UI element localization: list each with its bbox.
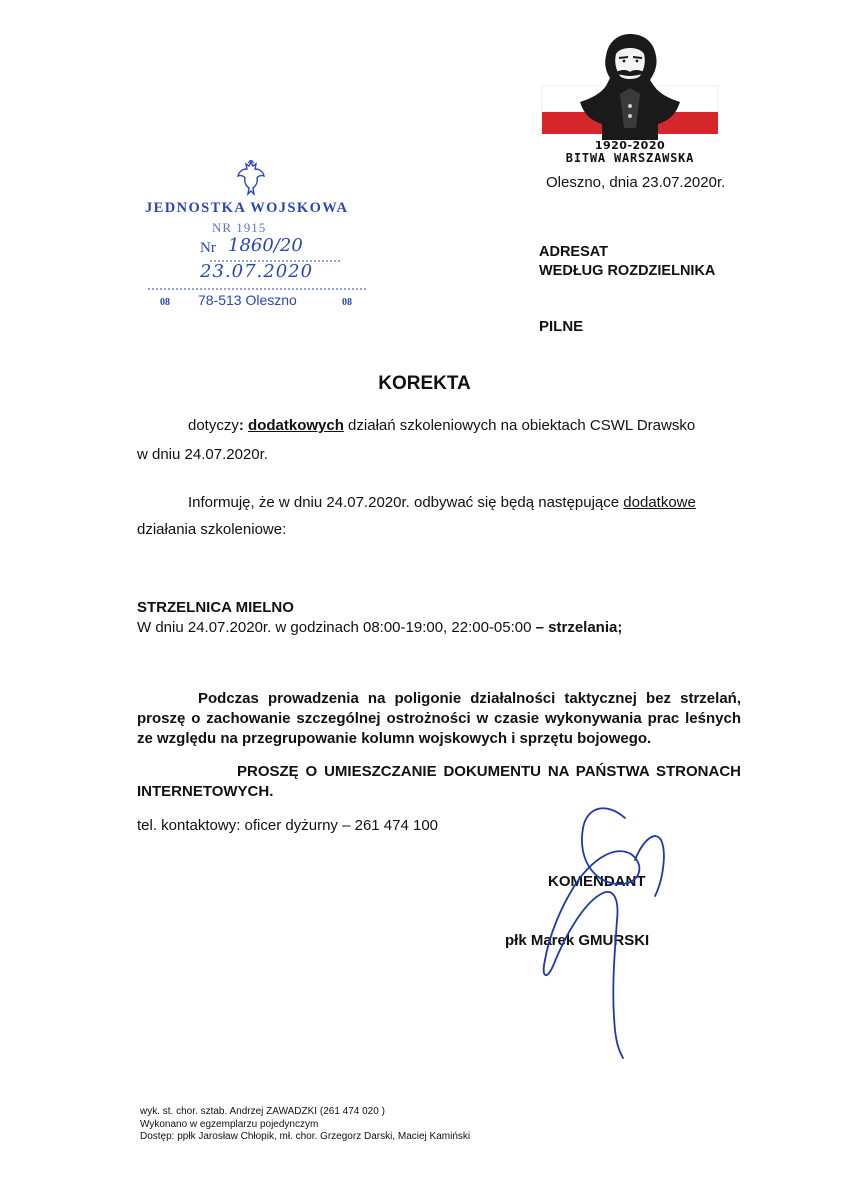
range-hours: W dniu 24.07.2020r. w godzinach 08:00-19:00, 22:00-05:00 bbox=[137, 619, 532, 636]
subject-prefix: dotyczy bbox=[188, 417, 239, 434]
stamp-handwritten-number: 1860/20 bbox=[228, 235, 303, 256]
addressee bbox=[539, 243, 715, 281]
info-text: Informuję, że w dniu 24.07.2020r. odbywać się będą następujące bbox=[188, 494, 624, 511]
logo-years: 1920-2020 bbox=[594, 139, 666, 152]
stamp-code-left: 08 bbox=[160, 297, 170, 308]
subject-emphasis: dodatkowych bbox=[248, 417, 344, 434]
addressee-line-2: WEDŁUG ROZDZIELNIKA bbox=[539, 263, 716, 279]
subject-rest: działań szkoleniowych na obiektach CSWL Drawsko bbox=[343, 417, 696, 434]
info-line-2: działania szkoleniowe: bbox=[137, 521, 287, 538]
signatory-role: KOMENDANT bbox=[548, 873, 646, 890]
stamp-number-label: Nr bbox=[200, 240, 216, 256]
footer-copies: Wykonano w egzemplarzu pojedynczym bbox=[140, 1118, 319, 1130]
registry-stamp bbox=[140, 158, 380, 318]
signatory-name: płk Marek GMURSKI bbox=[505, 932, 650, 949]
range-dash: – bbox=[531, 619, 549, 636]
stamp-code-right: 08 bbox=[342, 297, 352, 308]
portrait-flag-emblem bbox=[540, 28, 720, 140]
subject-line bbox=[188, 417, 695, 434]
urgency-label: PILNE bbox=[539, 318, 584, 335]
footer-prepared-by: wyk. st. chor. sztab. Andrzej ZAWADZKI (261 474 020 ) bbox=[140, 1106, 385, 1117]
info-line-1 bbox=[188, 494, 696, 511]
publication-request: PROSZĘ O UMIESZCZANIE DOKUMENTU NA PAŃSTWA STRONACH INTERNETOWYCH. bbox=[137, 763, 741, 800]
stamp-postal-address: 78-513 Oleszno bbox=[198, 292, 297, 308]
place-date: Oleszno, dnia 23.07.2020r. bbox=[546, 174, 726, 191]
addressee-line-1: ADRESAT bbox=[539, 244, 609, 260]
range-detail bbox=[137, 619, 622, 636]
subject-colon: : bbox=[238, 417, 249, 434]
range-activity: strzelania; bbox=[548, 619, 623, 636]
document-heading: KOREKTA bbox=[378, 373, 471, 394]
safety-notice: Podczas prowadzenia na poligonie działalności taktycznej bez strzelań, proszę o zachowanie szczególnej ostrożności w czasie wykonywania prac leśnych ze względu na przegrupowanie kolumn wojskowych i sprzętu bojowego. bbox=[137, 690, 741, 747]
stamp-unit-name: JEDNOSTKA WOJSKOWA bbox=[145, 200, 349, 216]
logo-title: BITWA WARSZAWSKA bbox=[565, 151, 695, 165]
stamp-unit-number: NR 1915 bbox=[212, 220, 267, 235]
handwritten-signature bbox=[505, 800, 695, 1060]
info-emphasis: dodatkowe bbox=[623, 494, 696, 511]
range-name: STRZELNICA MIELNO bbox=[137, 599, 294, 616]
contact-phone: tel. kontaktowy: oficer dyżurny – 261 474 100 bbox=[137, 817, 439, 834]
subject-date: w dniu 24.07.2020r. bbox=[137, 446, 268, 463]
footer-access: Dostęp: ppłk Jarosław Chłopik, mł. chor. Grzegorz Darski, Maciej Kamiński bbox=[140, 1131, 471, 1142]
eagle-emblem-icon bbox=[236, 160, 266, 196]
stamp-handwritten-date: 23.07.2020 bbox=[200, 261, 314, 282]
document-footer bbox=[140, 1106, 470, 1144]
